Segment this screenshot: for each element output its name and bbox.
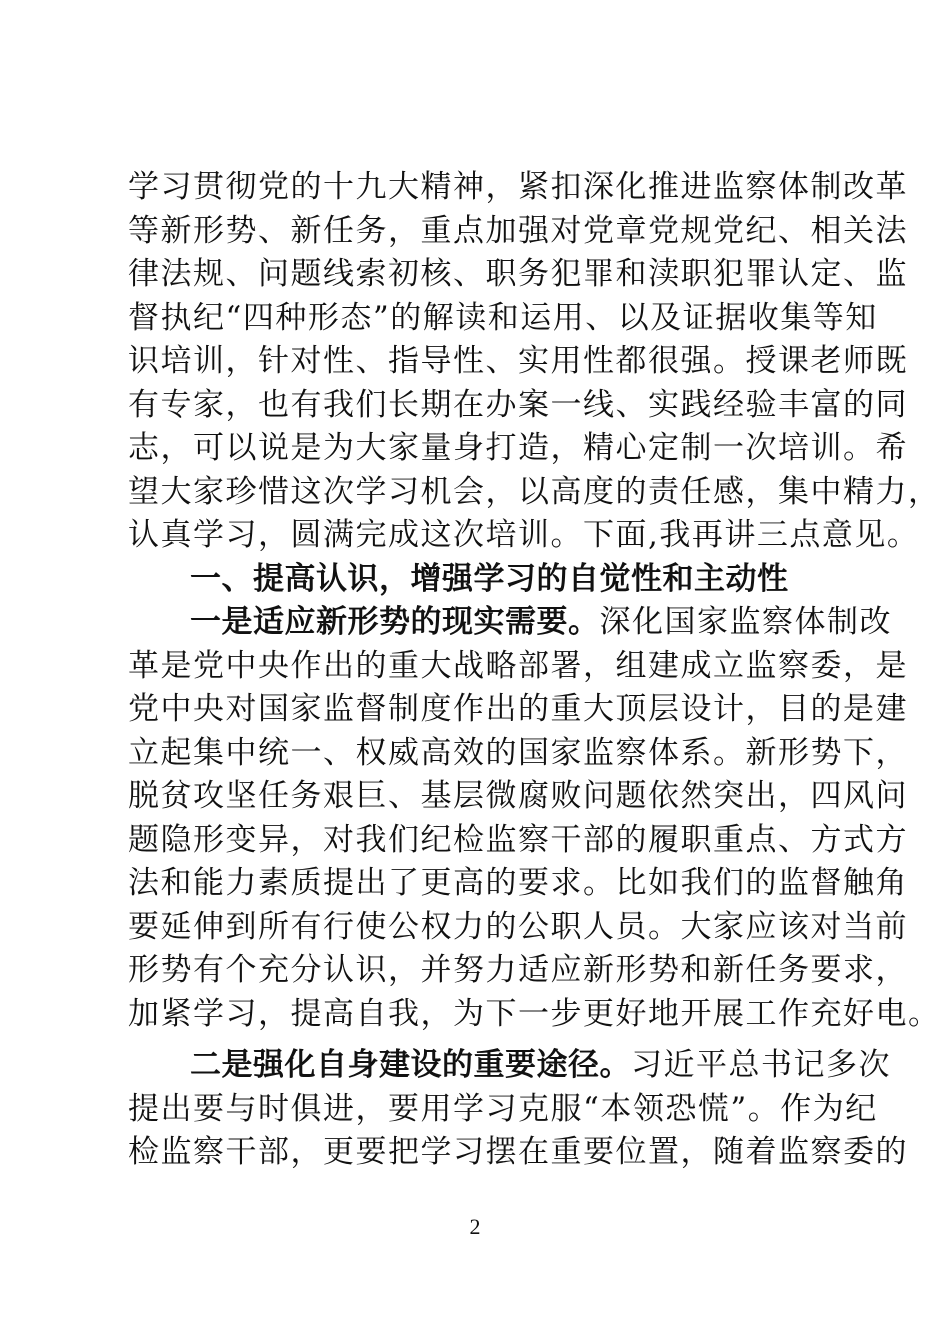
text-line: 题隐形变异，对我们纪检监察干部的履职重点、方式方: [128, 821, 908, 858]
text-line: 有专家，也有我们长期在办案一线、实践经验丰富的同: [128, 386, 908, 423]
paragraph-first-line: [128, 1044, 891, 1088]
page-number: 2: [469, 1214, 481, 1239]
text-line: 检监察干部，更要把学习摆在重要位置，随着监察委的: [128, 1134, 908, 1170]
text-line: 督执纪“四种形态”的解读和运用、以及证据收集等知: [128, 299, 878, 336]
text-line: 律法规、问题线索初核、职务犯罪和渎职犯罪认定、监: [128, 256, 908, 292]
paragraph-text: 深化国家监察体制改: [599, 604, 892, 640]
text-line: 等新形势、新任务，重点加强对党章党规党纪、相关法: [128, 212, 908, 249]
paragraph-first-line: [128, 601, 892, 645]
text-line: 提出要与时俱进，要用学习克服“本领恐慌”。作为纪: [128, 1090, 878, 1127]
document-body: [128, 166, 941, 1175]
text-line: 认真学习，圆满完成这次培训。下面,我再讲三点意见。: [128, 517, 920, 553]
section-heading: 一、提高认识，增强学习的自觉性和主动性: [190, 560, 789, 597]
text-line: 立起集中统一、权威高效的国家监察体系。新形势下，: [128, 734, 908, 771]
text-line: 革是党中央作出的重大战略部署，组建成立监察委，是: [128, 647, 908, 684]
text-line: 志，可以说是为大家量身打造，精心定制一次培训。希: [128, 430, 908, 466]
text-line: 法和能力素质提出了更高的要求。比如我们的监督触角: [128, 865, 908, 901]
paragraph-lead: 二是强化自身建设的重要途径。: [190, 1047, 631, 1083]
text-line: 形势有个充分认识，并努力适应新形势和新任务要求，: [128, 952, 908, 988]
text-line: 党中央对国家监督制度作出的重大顶层设计，目的是建: [128, 691, 908, 727]
text-line: 脱贫攻坚任务艰巨、基层微腐败问题依然突出，四风问: [128, 778, 908, 814]
text-line: 要延伸到所有行使公权力的公职人员。大家应该对当前: [128, 908, 908, 945]
paragraph-lead: 一是适应新形势的现实需要。: [190, 604, 600, 640]
paragraph-text: 习近平总书记多次: [631, 1047, 891, 1083]
paragraph-spacing: [128, 1036, 828, 1044]
text-line: 望大家珍惜这次学习机会，以高度的责任感，集中精力，: [128, 473, 941, 510]
text-line: 识培训，针对性、指导性、实用性都很强。授课老师既: [128, 343, 908, 379]
text-line: 加紧学习，提高自我，为下一步更好地开展工作充好电。: [128, 995, 941, 1032]
text-line: 学习贯彻党的十九大精神，紧扣深化推进监察体制改革: [128, 169, 908, 205]
